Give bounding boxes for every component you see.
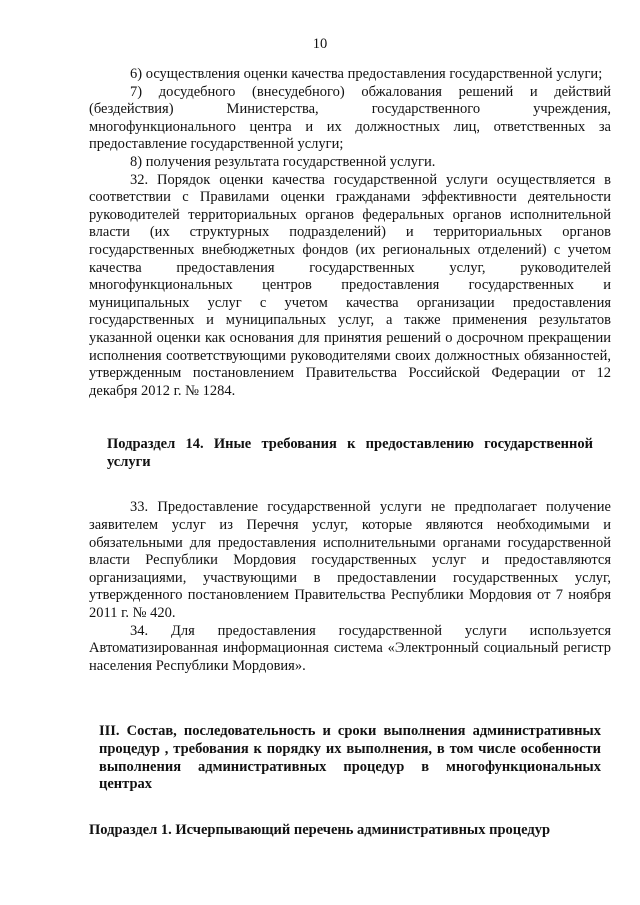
document-body [89, 66, 611, 839]
clause-34-paragraph: 34. Для предоставления государственной услуги используется Автоматизированная информационная система «Электронный социальный регистр населения Республики Мордовия». [89, 622, 611, 674]
subsection-1-heading: Подраздел 1. Исчерпывающий перечень административных процедур [89, 821, 551, 838]
item-6-paragraph: 6) осуществления оценки качества предоставления государственной услуги; [130, 66, 603, 82]
page-number: 10 [312, 36, 328, 52]
clause-32-paragraph: 32. Порядок оценки качества государственной услуги осуществляется в соответствии с Правилами оценки гражданами эффективности деятельности руководителей территориальных органов федеральных органов исполнительной власти (их структурных подразделений) и территориальных органов государственных внебюджетных фондов (их региональных отделений) с учетом качества предоставления государственных услуг, руководителей многофункциональных центров предоставления государственных и муниципальных услуг с учетом качества организации предоставления государственных и муниципальных услуг, а также применения результатов указанной оценки как основания для принятия решений о досрочном прекращении исполнения соответствующими руководителями своих должностных обязанностей, утвержденным постановлением Правительства Российской Федерации от 12 декабря 2012 г. № 1284. [89, 171, 611, 399]
item-7-paragraph: 7) досудебного (внесудебного) обжалования решений и действий (бездействия) Министерства, государственного учреждения, многофункционального центра и их должностных лиц, ответственных за предоставление государственной услуги; [89, 83, 611, 153]
subsection-14-heading: Подраздел 14. Иные требования к предоставлению государственной услуги [107, 436, 593, 470]
clause-33-paragraph: 33. Предоставление государственной услуги не предполагает получение заявителем услуг из Перечня услуг, которые являются необходимыми и обязательными для предоставления исполнительными органами государственной власти Республики Мордовия государственных услуг и предоставляются организациями, участвующими в предоставлении государственных услуг, утвержденного постановлением Правительства Республики Мордовия от 7 ноября 2011 г. № 420. [89, 499, 611, 622]
section-3-heading: III. Состав, последовательность и сроки выполнения административных процедур , требования к порядку их выполнения, в том числе особенности выполнения административных процедур в многофункциональных центрах [99, 723, 601, 793]
item-8-paragraph: 8) получения результата государственной услуги. [130, 153, 436, 170]
